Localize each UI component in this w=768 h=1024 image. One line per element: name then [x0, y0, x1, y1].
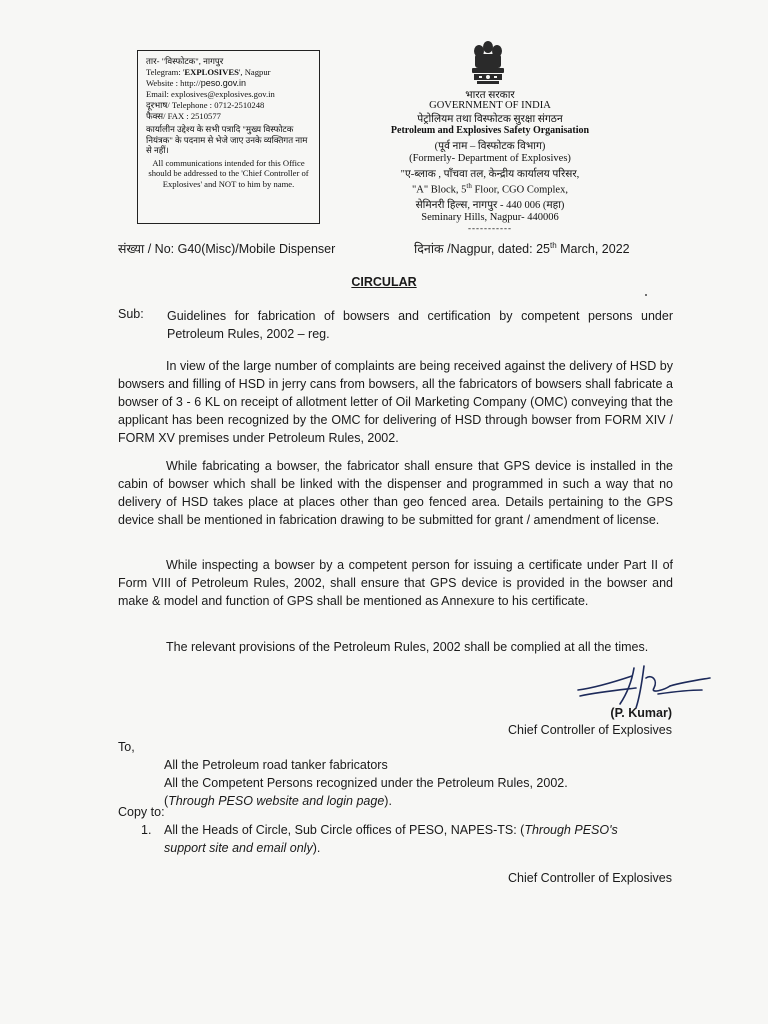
telephone-line: दूरभाष/ Telephone : 0712-2510248 [146, 100, 265, 110]
header-divider: ----------- [468, 223, 512, 233]
website-line: Website : http://peso.gov.in [146, 78, 247, 88]
fax-line: फैक्स/ FAX : 2510577 [146, 111, 221, 121]
copy-to-label: Copy to: [118, 805, 165, 819]
scan-speck [645, 294, 647, 296]
contact-info-box [137, 50, 320, 224]
national-emblem-icon [463, 38, 513, 90]
reference-number: संख्या / No: G40(Misc)/Mobile Dispenser [118, 242, 336, 256]
paragraph-1: In view of the large number of complaints are being received against the delivery of HSD by bowsers and filling of HSD in jerry cans from bowsers, all the fabricators of bowsers shall fabricate a bowser of 3 - 6 KL on receipt of allotment letter of Oil Marketing Company (OMC) conveying that the applicant has been recognized by the OMC for delivering of HSD through bowser from FORM XIV / FORM XV premises under Petroleum Rules, 2002. [118, 359, 673, 445]
header-address-block: "A" Block, 5th Floor, CGO Complex, [412, 182, 568, 196]
english-addressing-note: All communications intended for this Office should be addressed to the 'Chief Controller of Explosives' and NOT to him by name. [148, 157, 309, 189]
header-hindi-city: सेमिनरी हिल्स, नागपुर - 440 006 (महा) [415, 200, 565, 211]
paragraph-4: The relevant provisions of the Petroleum Rules, 2002 shall be complied at all the times. [166, 640, 649, 654]
header-org-name: Petroleum and Explosives Safety Organisation [390, 125, 590, 136]
recipient-note: (Through PESO website and login page). [164, 794, 392, 808]
telegram-line: Telegram: 'EXPLOSIVES', Nagpur [146, 67, 271, 77]
telegram-hindi: तार- "विस्फोटक", नागपुर [146, 56, 224, 66]
subject-label: Sub: [118, 307, 144, 321]
email-line: Email: explosives@explosives.gov.in [146, 89, 275, 99]
paragraph-3: While inspecting a bowser by a competent person for issuing a certificate under Part II of Form VIII of Petroleum Rules, 2002, shall ensure that GPS device is provided in the bowser and make & model and function of GPS shall be mentioned as Annexure to his certificate. [118, 558, 673, 608]
recipient-item: All the Competent Persons recognized under the Petroleum Rules, 2002. [164, 776, 568, 790]
signatory-designation: Chief Controller of Explosives [508, 723, 672, 737]
header-hindi-govt: भारत सरकार [465, 90, 515, 101]
letter-date: दिनांक /Nagpur, dated: 25th March, 2022 [414, 241, 630, 256]
footer-designation: Chief Controller of Explosives [508, 871, 672, 885]
hindi-addressing-note: कार्यालीन उद्देश्य के सभी पत्रादि "मुख्य विस्फोटक नियंत्रक" के पदनाम से भेजे जाए उनके व्यक्तिगत नाम से नहीं। [146, 124, 308, 156]
signatory-name: (P. Kumar) [610, 706, 672, 720]
header-formerly: (Formerly- Department of Explosives) [409, 153, 571, 164]
recipient-item: All the Petroleum road tanker fabricators [164, 758, 388, 772]
header-city: Seminary Hills, Nagpur- 440006 [421, 212, 559, 223]
paragraph-2: While fabricating a bowser, the fabricator shall ensure that GPS device is installed in the cabin of bowser which shall be linked with the dispenser and programmed in such a way that no delivery of HSD takes place at places other than geo fenced area. Details pertaining to the GPS device shall be mentioned in fabrication drawing to be submitted for grant / amendment of license. [118, 459, 673, 527]
header-hindi-org: पेट्रोलियम तथा विस्फोटक सुरक्षा संगठन [417, 114, 563, 125]
document-title: CIRCULAR [351, 275, 417, 289]
to-label: To, [118, 740, 135, 754]
header-government-of-india: GOVERNMENT OF INDIA [429, 100, 551, 111]
copy-to-item: 1. All the Heads of Circle, Sub Circle offices of PESO, NAPES-TS: (Through PESO's support site and email only). [141, 823, 618, 855]
subject-text: Guidelines for fabrication of bowsers and certification by competent persons under Petroleum Rules, 2002 – reg. [167, 309, 673, 341]
header-hindi-formerly: (पूर्व नाम – विस्फोटक विभाग) [434, 141, 546, 152]
header-hindi-address: "ए-ब्लाक , पाँचवा तल, केन्द्रीय कार्यालय परिसर, [400, 169, 580, 180]
handwritten-signature [574, 660, 714, 712]
recipient-list [164, 756, 568, 810]
